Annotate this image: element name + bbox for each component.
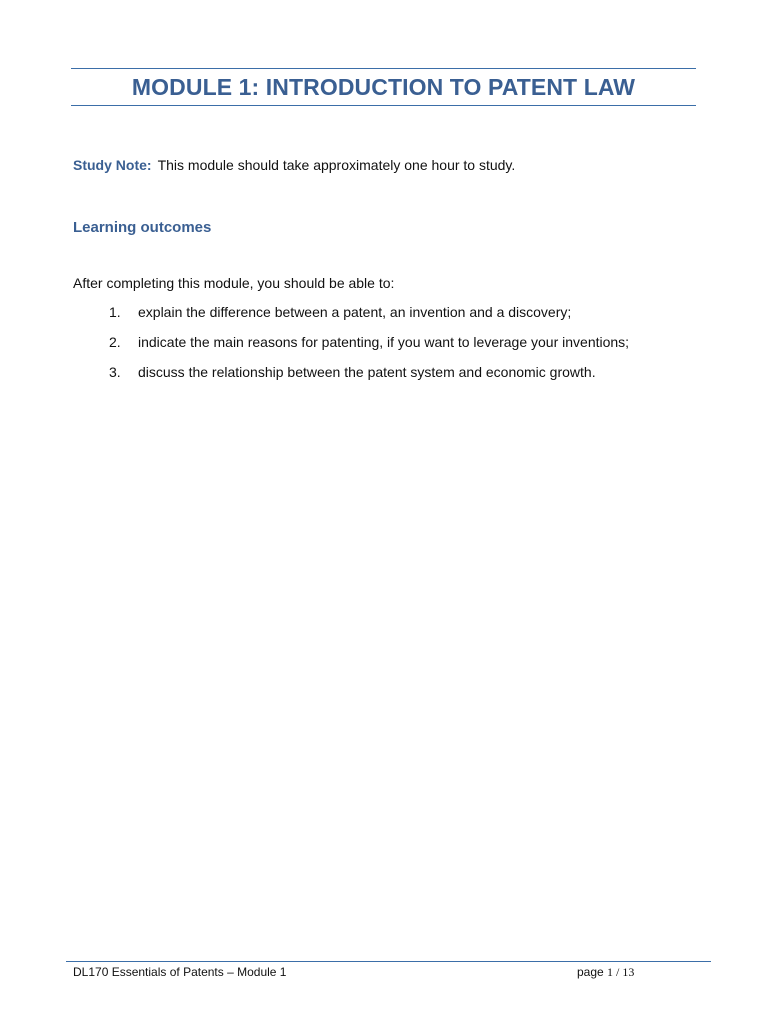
list-item [0, 304, 768, 334]
footer-course-title: DL170 Essentials of Patents – Module 1 [73, 965, 287, 979]
list-item-number: 2. [109, 334, 121, 350]
study-note-label: Study Note: [73, 157, 152, 173]
list-item [0, 334, 768, 364]
title-block [71, 68, 696, 106]
footer-page-number [577, 965, 634, 980]
list-item-text: indicate the main reasons for patenting, if you want to leverage your inventions; [138, 334, 630, 350]
list-item-number: 3. [109, 364, 121, 380]
footer-divider [66, 961, 711, 962]
page-count: 1 / 13 [607, 965, 635, 979]
page-title: MODULE 1: INTRODUCTION TO PATENT LAW [131, 74, 636, 100]
study-note [73, 157, 515, 173]
page-label: page [577, 965, 604, 979]
list-item-text: explain the difference between a patent, an invention and a discovery; [138, 304, 572, 320]
learning-outcomes-heading: Learning outcomes [73, 219, 212, 236]
list-item-number: 1. [109, 304, 121, 320]
learning-outcomes-list [0, 304, 768, 394]
list-item [0, 364, 768, 394]
learning-outcomes-intro: After completing this module, you should be able to: [73, 275, 395, 291]
study-note-text: This module should take approximately one hour to study. [157, 157, 516, 173]
list-item-text: discuss the relationship between the patent system and economic growth. [138, 364, 596, 380]
